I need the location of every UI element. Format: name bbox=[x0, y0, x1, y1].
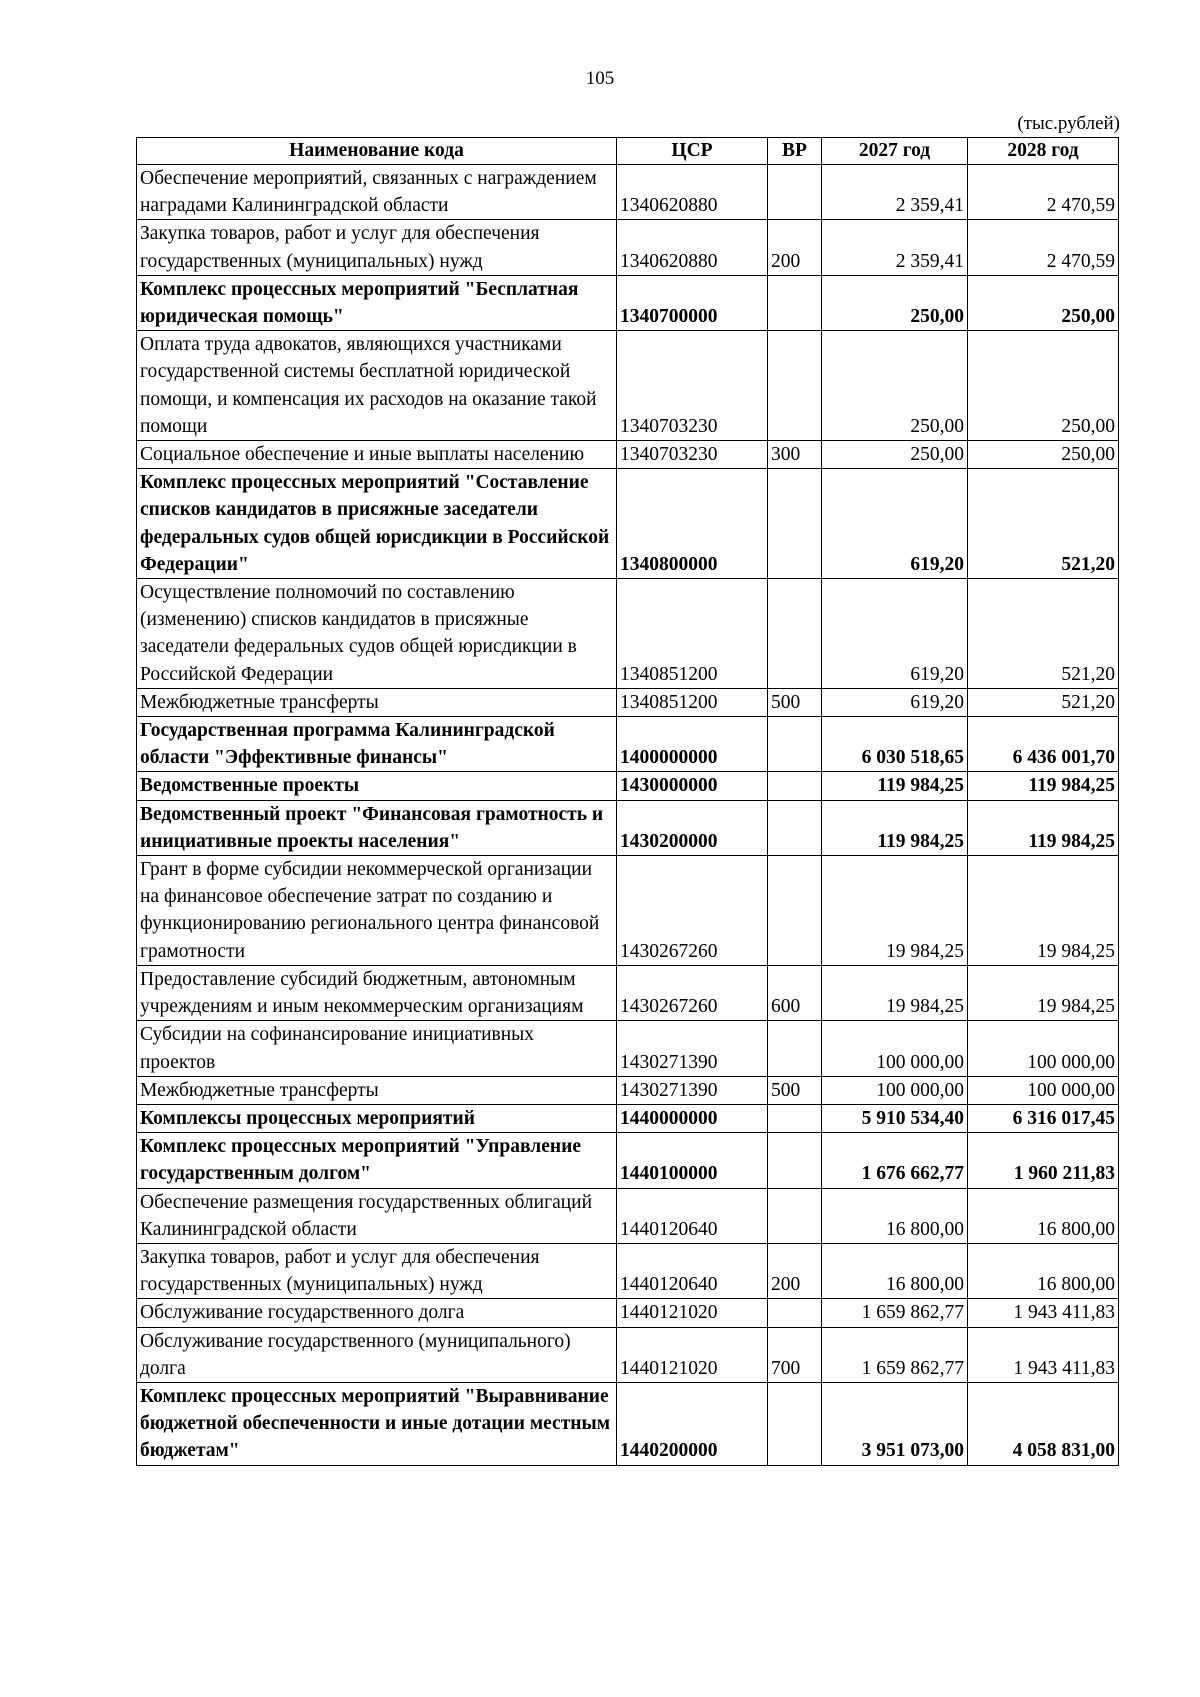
cell-vr bbox=[768, 856, 822, 966]
cell-year-2028: 100 000,00 bbox=[968, 1021, 1119, 1076]
table-row bbox=[137, 1327, 1119, 1382]
cell-year-2028: 19 984,25 bbox=[968, 965, 1119, 1020]
cell-year-2027: 19 984,25 bbox=[822, 965, 968, 1020]
cell-name: Осуществление полномочий по составлению (изменению) списков кандидатов в присяжные заседатели федеральных судов общей юрисдикции в Российской Федерации bbox=[137, 579, 617, 689]
cell-year-2028: 2 470,59 bbox=[968, 220, 1119, 275]
cell-name: Ведомственный проект "Финансовая грамотность и инициативные проекты населения" bbox=[137, 800, 617, 855]
table-row bbox=[137, 1133, 1119, 1188]
header-name: Наименование кода bbox=[137, 138, 617, 165]
cell-csr: 1430271390 bbox=[617, 1021, 768, 1076]
cell-year-2028: 6 316 017,45 bbox=[968, 1104, 1119, 1132]
cell-vr: 600 bbox=[768, 965, 822, 1020]
cell-year-2028: 521,20 bbox=[968, 579, 1119, 689]
cell-vr bbox=[768, 165, 822, 220]
cell-name: Межбюджетные трансферты bbox=[137, 688, 617, 716]
cell-name: Комплексы процессных мероприятий bbox=[137, 1104, 617, 1132]
table-row bbox=[137, 441, 1119, 469]
cell-csr: 1440100000 bbox=[617, 1133, 768, 1188]
table-row bbox=[137, 165, 1119, 220]
header-csr: ЦСР bbox=[617, 138, 768, 165]
cell-name: Ведомственные проекты bbox=[137, 772, 617, 800]
cell-name: Государственная программа Калининградской области "Эффективные финансы" bbox=[137, 717, 617, 772]
header-vr: ВР bbox=[768, 138, 822, 165]
cell-year-2028: 250,00 bbox=[968, 331, 1119, 441]
cell-name: Обеспечение мероприятий, связанных с награждением наградами Калининградской области bbox=[137, 165, 617, 220]
cell-vr bbox=[768, 1104, 822, 1132]
table-header-row bbox=[137, 138, 1119, 165]
cell-vr bbox=[768, 1382, 822, 1465]
cell-year-2027: 619,20 bbox=[822, 469, 968, 579]
cell-vr bbox=[768, 469, 822, 579]
cell-vr bbox=[768, 331, 822, 441]
cell-name: Межбюджетные трансферты bbox=[137, 1076, 617, 1104]
cell-vr bbox=[768, 1133, 822, 1188]
cell-year-2028: 521,20 bbox=[968, 469, 1119, 579]
cell-vr: 500 bbox=[768, 1076, 822, 1104]
cell-year-2028: 119 984,25 bbox=[968, 800, 1119, 855]
cell-name: Комплекс процессных мероприятий "Управление государственным долгом" bbox=[137, 1133, 617, 1188]
table-row bbox=[137, 469, 1119, 579]
cell-name: Комплекс процессных мероприятий "Составление списков кандидатов в присяжные заседатели федеральных судов общей юрисдикции в Российской Федерации" bbox=[137, 469, 617, 579]
cell-csr: 1340703230 bbox=[617, 441, 768, 469]
cell-name: Субсидии на софинансирование инициативных проектов bbox=[137, 1021, 617, 1076]
table-row bbox=[137, 965, 1119, 1020]
cell-csr: 1440121020 bbox=[617, 1327, 768, 1382]
cell-year-2027: 3 951 073,00 bbox=[822, 1382, 968, 1465]
cell-year-2027: 1 659 862,77 bbox=[822, 1299, 968, 1327]
table-row bbox=[137, 717, 1119, 772]
cell-name: Комплекс процессных мероприятий "Бесплатная юридическая помощь" bbox=[137, 275, 617, 330]
table-row bbox=[137, 1382, 1119, 1465]
cell-year-2028: 1 943 411,83 bbox=[968, 1299, 1119, 1327]
cell-name: Оплата труда адвокатов, являющихся участниками государственной системы бесплатной юридической помощи, и компенсация их расходов на оказание такой помощи bbox=[137, 331, 617, 441]
cell-csr: 1340620880 bbox=[617, 220, 768, 275]
cell-year-2027: 1 659 862,77 bbox=[822, 1327, 968, 1382]
cell-csr: 1340800000 bbox=[617, 469, 768, 579]
cell-name: Предоставление субсидий бюджетным, автономным учреждениям и иным некоммерческим организациям bbox=[137, 965, 617, 1020]
table-row bbox=[137, 800, 1119, 855]
cell-year-2027: 16 800,00 bbox=[822, 1243, 968, 1298]
cell-year-2027: 100 000,00 bbox=[822, 1021, 968, 1076]
cell-year-2027: 250,00 bbox=[822, 441, 968, 469]
table-row bbox=[137, 688, 1119, 716]
table-row bbox=[137, 1188, 1119, 1243]
cell-name: Закупка товаров, работ и услуг для обеспечения государственных (муниципальных) нужд bbox=[137, 1243, 617, 1298]
cell-year-2027: 16 800,00 bbox=[822, 1188, 968, 1243]
cell-vr bbox=[768, 772, 822, 800]
cell-name: Обеспечение размещения государственных облигаций Калининградской области bbox=[137, 1188, 617, 1243]
cell-year-2027: 6 030 518,65 bbox=[822, 717, 968, 772]
page-number: 105 bbox=[585, 68, 615, 89]
cell-year-2027: 250,00 bbox=[822, 331, 968, 441]
cell-name: Комплекс процессных мероприятий "Выравнивание бюджетной обеспеченности и иные дотации местным бюджетам" bbox=[137, 1382, 617, 1465]
cell-csr: 1340700000 bbox=[617, 275, 768, 330]
cell-vr bbox=[768, 717, 822, 772]
table-row bbox=[137, 579, 1119, 689]
cell-vr: 200 bbox=[768, 1243, 822, 1298]
cell-name: Социальное обеспечение и иные выплаты населению bbox=[137, 441, 617, 469]
budget-table bbox=[136, 137, 1119, 1466]
cell-vr bbox=[768, 800, 822, 855]
cell-csr: 1430200000 bbox=[617, 800, 768, 855]
cell-csr: 1400000000 bbox=[617, 717, 768, 772]
table-row bbox=[137, 220, 1119, 275]
table-row bbox=[137, 1104, 1119, 1132]
cell-vr: 700 bbox=[768, 1327, 822, 1382]
cell-csr: 1430267260 bbox=[617, 856, 768, 966]
cell-vr bbox=[768, 1021, 822, 1076]
header-year-2028: 2028 год bbox=[968, 138, 1119, 165]
cell-csr: 1340851200 bbox=[617, 688, 768, 716]
table-row bbox=[137, 275, 1119, 330]
cell-name: Обслуживание государственного (муниципального) долга bbox=[137, 1327, 617, 1382]
cell-year-2027: 5 910 534,40 bbox=[822, 1104, 968, 1132]
cell-year-2027: 619,20 bbox=[822, 688, 968, 716]
cell-name: Грант в форме субсидии некоммерческой организации на финансовое обеспечение затрат по созданию и функционированию регионального центра финансовой грамотности bbox=[137, 856, 617, 966]
cell-csr: 1440121020 bbox=[617, 1299, 768, 1327]
table-row bbox=[137, 1021, 1119, 1076]
cell-year-2027: 1 676 662,77 bbox=[822, 1133, 968, 1188]
cell-vr: 300 bbox=[768, 441, 822, 469]
cell-vr bbox=[768, 1299, 822, 1327]
cell-name: Обслуживание государственного долга bbox=[137, 1299, 617, 1327]
cell-year-2027: 250,00 bbox=[822, 275, 968, 330]
cell-csr: 1440120640 bbox=[617, 1188, 768, 1243]
cell-year-2027: 119 984,25 bbox=[822, 772, 968, 800]
cell-csr: 1340620880 bbox=[617, 165, 768, 220]
table-row bbox=[137, 856, 1119, 966]
cell-csr: 1430000000 bbox=[617, 772, 768, 800]
cell-year-2028: 16 800,00 bbox=[968, 1188, 1119, 1243]
cell-csr: 1430267260 bbox=[617, 965, 768, 1020]
cell-year-2027: 19 984,25 bbox=[822, 856, 968, 966]
cell-vr: 200 bbox=[768, 220, 822, 275]
cell-year-2028: 521,20 bbox=[968, 688, 1119, 716]
cell-csr: 1440200000 bbox=[617, 1382, 768, 1465]
cell-year-2028: 1 960 211,83 bbox=[968, 1133, 1119, 1188]
cell-year-2028: 2 470,59 bbox=[968, 165, 1119, 220]
cell-vr bbox=[768, 1188, 822, 1243]
cell-csr: 1430271390 bbox=[617, 1076, 768, 1104]
cell-year-2027: 2 359,41 bbox=[822, 220, 968, 275]
cell-year-2027: 119 984,25 bbox=[822, 800, 968, 855]
cell-csr: 1440120640 bbox=[617, 1243, 768, 1298]
cell-vr bbox=[768, 275, 822, 330]
cell-year-2028: 1 943 411,83 bbox=[968, 1327, 1119, 1382]
cell-year-2027: 619,20 bbox=[822, 579, 968, 689]
cell-csr: 1440000000 bbox=[617, 1104, 768, 1132]
cell-year-2028: 16 800,00 bbox=[968, 1243, 1119, 1298]
cell-year-2028: 4 058 831,00 bbox=[968, 1382, 1119, 1465]
cell-vr: 500 bbox=[768, 688, 822, 716]
cell-name: Закупка товаров, работ и услуг для обеспечения государственных (муниципальных) нужд bbox=[137, 220, 617, 275]
units-label: (тыс.рублей) bbox=[1017, 113, 1120, 134]
table-row bbox=[137, 772, 1119, 800]
header-year-2027: 2027 год bbox=[822, 138, 968, 165]
cell-year-2028: 250,00 bbox=[968, 275, 1119, 330]
cell-year-2028: 19 984,25 bbox=[968, 856, 1119, 966]
cell-year-2027: 100 000,00 bbox=[822, 1076, 968, 1104]
cell-csr: 1340703230 bbox=[617, 331, 768, 441]
table-row bbox=[137, 1299, 1119, 1327]
table-body bbox=[137, 165, 1119, 1466]
cell-year-2028: 250,00 bbox=[968, 441, 1119, 469]
cell-year-2027: 2 359,41 bbox=[822, 165, 968, 220]
cell-year-2028: 100 000,00 bbox=[968, 1076, 1119, 1104]
table-row bbox=[137, 1243, 1119, 1298]
cell-vr bbox=[768, 579, 822, 689]
cell-year-2028: 119 984,25 bbox=[968, 772, 1119, 800]
cell-year-2028: 6 436 001,70 bbox=[968, 717, 1119, 772]
table-row bbox=[137, 331, 1119, 441]
cell-csr: 1340851200 bbox=[617, 579, 768, 689]
table-row bbox=[137, 1076, 1119, 1104]
